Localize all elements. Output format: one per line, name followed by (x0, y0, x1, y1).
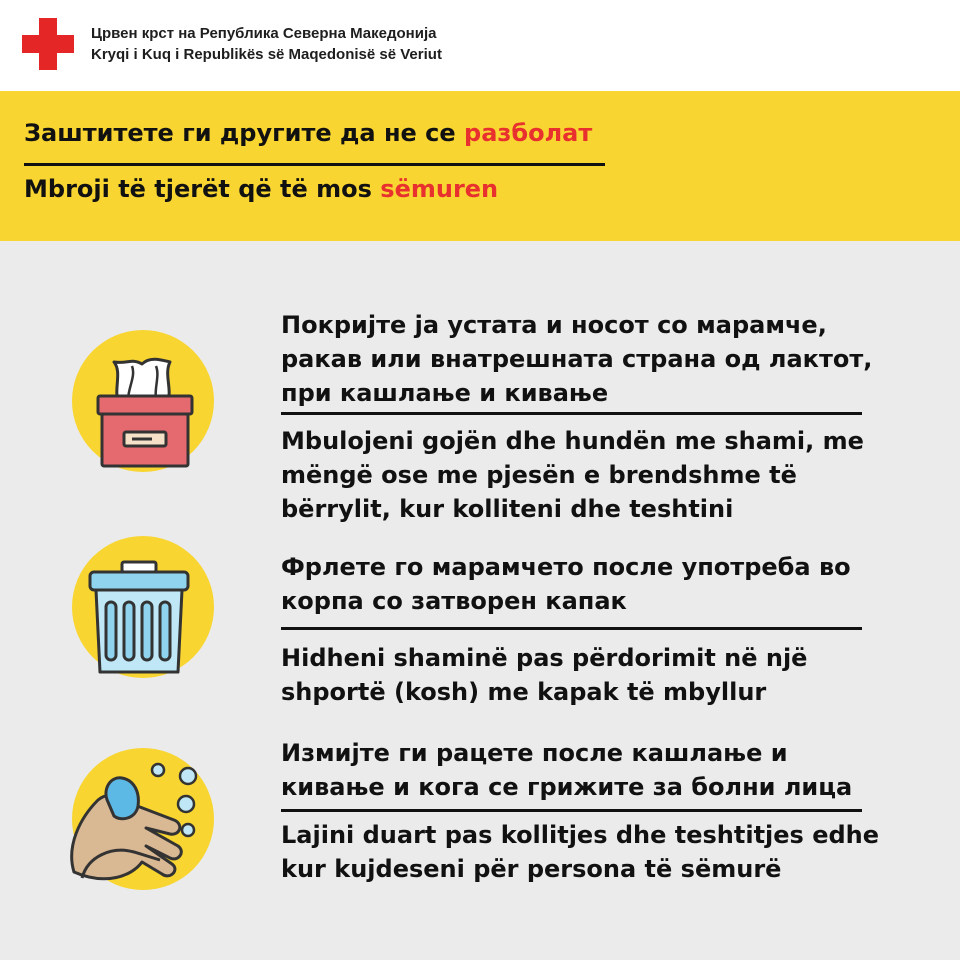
organization-names (91, 23, 442, 65)
banner-title-sq-highlight: sëmuren (380, 175, 499, 203)
tip-3-mk-line-1: Измијте ги рацете после кашлање и (281, 739, 788, 767)
tip-1-mk-line-2: ракав или внатрешната страна од лактот, (281, 345, 873, 373)
tip-3-mk-line-2: кивање и кога се грижите за болни лица (281, 773, 853, 801)
tip-2-mk-text (281, 550, 851, 618)
banner-title-mk (24, 119, 592, 147)
tip-3-sq-line-2: kur kujdeseni për persona të sëmurë (281, 855, 782, 883)
tip-3-divider (281, 809, 862, 812)
tip-1-mk-line-3: при кашлање и кивање (281, 379, 609, 407)
tip-1-mk-text (281, 308, 872, 410)
org-name-sq: Kryqi i Kuq i Republikës së Maqedonisë së Veriut (91, 46, 442, 63)
banner-title-mk-highlight: разболат (464, 119, 593, 147)
tip-1-sq-line-1: Mbulojeni gojën dhe hundën me shami, me (281, 427, 864, 455)
title-banner (0, 91, 960, 241)
tip-3-sq-text (281, 818, 879, 886)
banner-divider (24, 163, 605, 166)
tip-1-divider (281, 412, 862, 415)
hand-washing-icon (62, 760, 212, 900)
banner-title-sq (24, 175, 498, 203)
tip-1-sq-line-2: mëngë ose me pjesën e brendshme të (281, 461, 797, 489)
tip-2-sq-text (281, 641, 807, 709)
tip-1-sq-line-3: bërrylit, kur kolliteni dhe teshtini (281, 495, 734, 523)
tip-3-sq-line-1: Lajini duart pas kollitjes dhe teshtitjes edhe (281, 821, 880, 849)
tip-2-sq-line-2: shportë (kosh) me kapak të mbyllur (281, 678, 767, 706)
tip-1-sq-text (281, 424, 864, 526)
tip-3-mk-text (281, 736, 852, 804)
tissue-box-icon (84, 350, 204, 470)
header (0, 0, 960, 91)
tip-1-mk-line-1: Покријте ја устата и носот со марамче, (281, 311, 827, 339)
tip-2-mk-line-2: корпа со затворен капак (281, 587, 627, 615)
banner-title-mk-text: Заштитете ги другите да не се (24, 119, 465, 147)
tip-2-mk-line-1: Фрлете го марамчето после употреба во (281, 553, 851, 581)
tip-2-sq-line-1: Hidheni shaminë pas përdorimit në një (281, 644, 808, 672)
tip-2-divider (281, 627, 862, 630)
org-name-mk: Црвен крст на Република Северна Македонија (91, 25, 437, 42)
red-cross-icon (22, 18, 74, 70)
trash-bin-icon (86, 560, 196, 680)
banner-title-sq-text: Mbroji të tjerët që të mos (24, 175, 381, 203)
